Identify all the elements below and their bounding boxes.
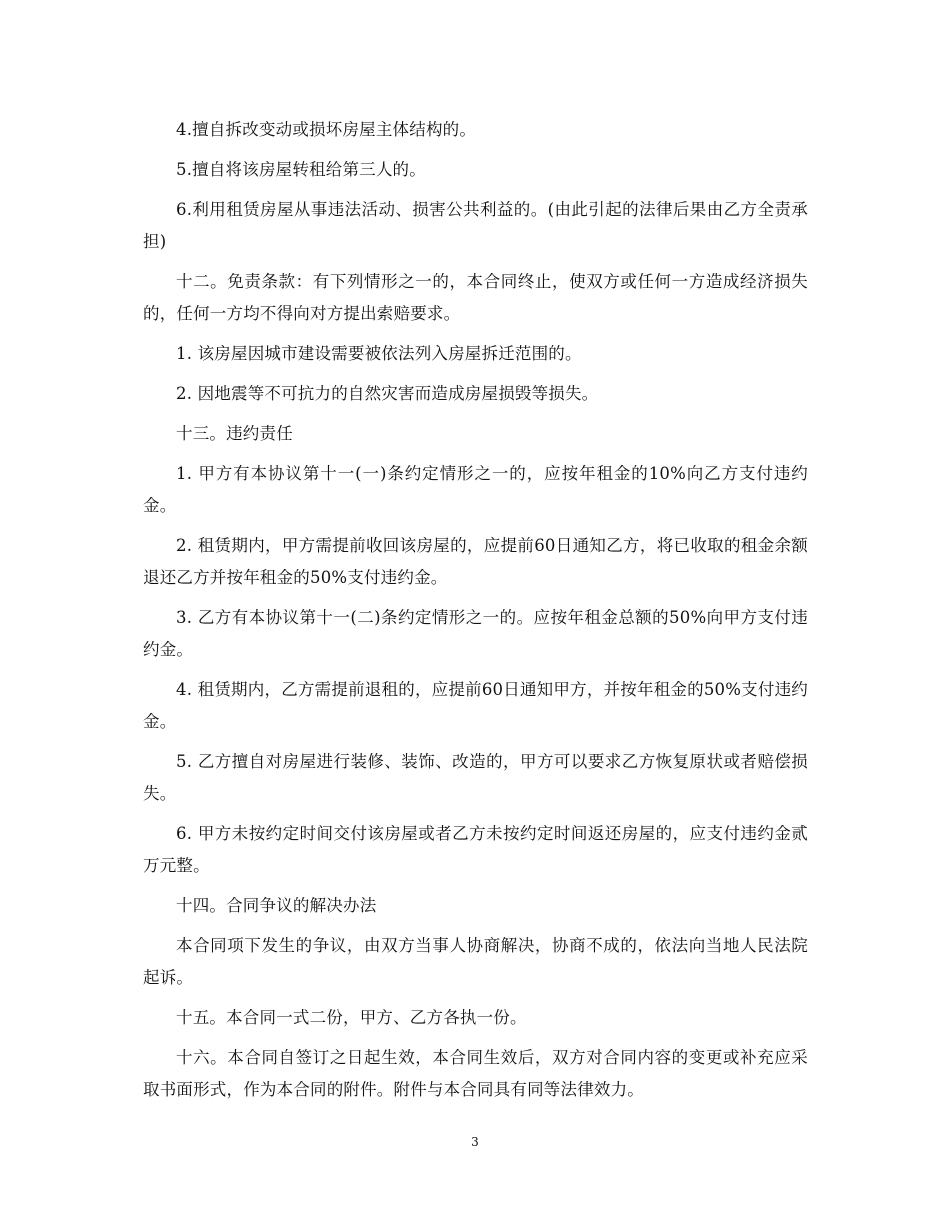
clause-13-heading: 十三。违约责任	[176, 424, 293, 443]
clause-13-item-2: 2. 租赁期内，甲方需提前收回该房屋的，应提前60日通知乙方，将已收取的租金余额退还乙方并按年租金的50%支付违约金。	[143, 536, 808, 587]
clause-12-item-2: 2. 因地震等不可抗力的自然灾害而造成房屋损毁等损失。	[176, 384, 599, 403]
clause-11-item-6: 6.利用租赁房屋从事违法活动、损害公共利益的。(由此引起的法律后果由乙方全责承担)	[143, 200, 808, 251]
clause-12-item-1: 1. 该房屋因城市建设需要被依法列入房屋拆迁范围的。	[176, 344, 582, 363]
clause-13-item-4: 4. 租赁期内，乙方需提前退租的，应提前60日通知甲方，并按年租金的50%支付违约金。	[143, 680, 808, 731]
clause-15: 十五。本合同一式二份，甲方、乙方各执一份。	[176, 1008, 527, 1027]
clause-13-item-3: 3. 乙方有本协议第十一(二)条约定情形之一的。应按年租金总额的50%向甲方支付违约金。	[143, 608, 808, 659]
clause-11-item-5: 5.擅自将该房屋转租给第三人的。	[176, 160, 426, 179]
clause-11-item-4: 4.擅自拆改变动或损坏房屋主体结构的。	[176, 120, 477, 139]
page-number: 3	[471, 1135, 479, 1149]
clause-14-heading: 十四。合同争议的解决办法	[176, 896, 377, 915]
clause-13-item-5: 5. 乙方擅自对房屋进行装修、装饰、改造的，甲方可以要求乙方恢复原状或者赔偿损失。	[143, 752, 808, 803]
clause-16: 十六。本合同自签订之日起生效，本合同生效后，双方对合同内容的变更或补充应采取书面形式，作为本合同的附件。附件与本合同具有同等法律效力。	[143, 1048, 808, 1099]
clause-12-heading: 十二。免责条款：有下列情形之一的，本合同终止，使双方或任何一方造成经济损失的，任何一方均不得向对方提出索赔要求。	[143, 272, 808, 323]
clause-14-body: 本合同项下发生的争议，由双方当事人协商解决，协商不成的，依法向当地人民法院起诉。	[143, 936, 808, 987]
document-body	[143, 114, 808, 1114]
clause-13-item-1: 1. 甲方有本协议第十一(一)条约定情形之一的，应按年租金的10%向乙方支付违约金。	[143, 464, 808, 515]
clause-13-item-6: 6. 甲方未按约定时间交付该房屋或者乙方未按约定时间返还房屋的，应支付违约金贰万元整。	[143, 824, 808, 875]
